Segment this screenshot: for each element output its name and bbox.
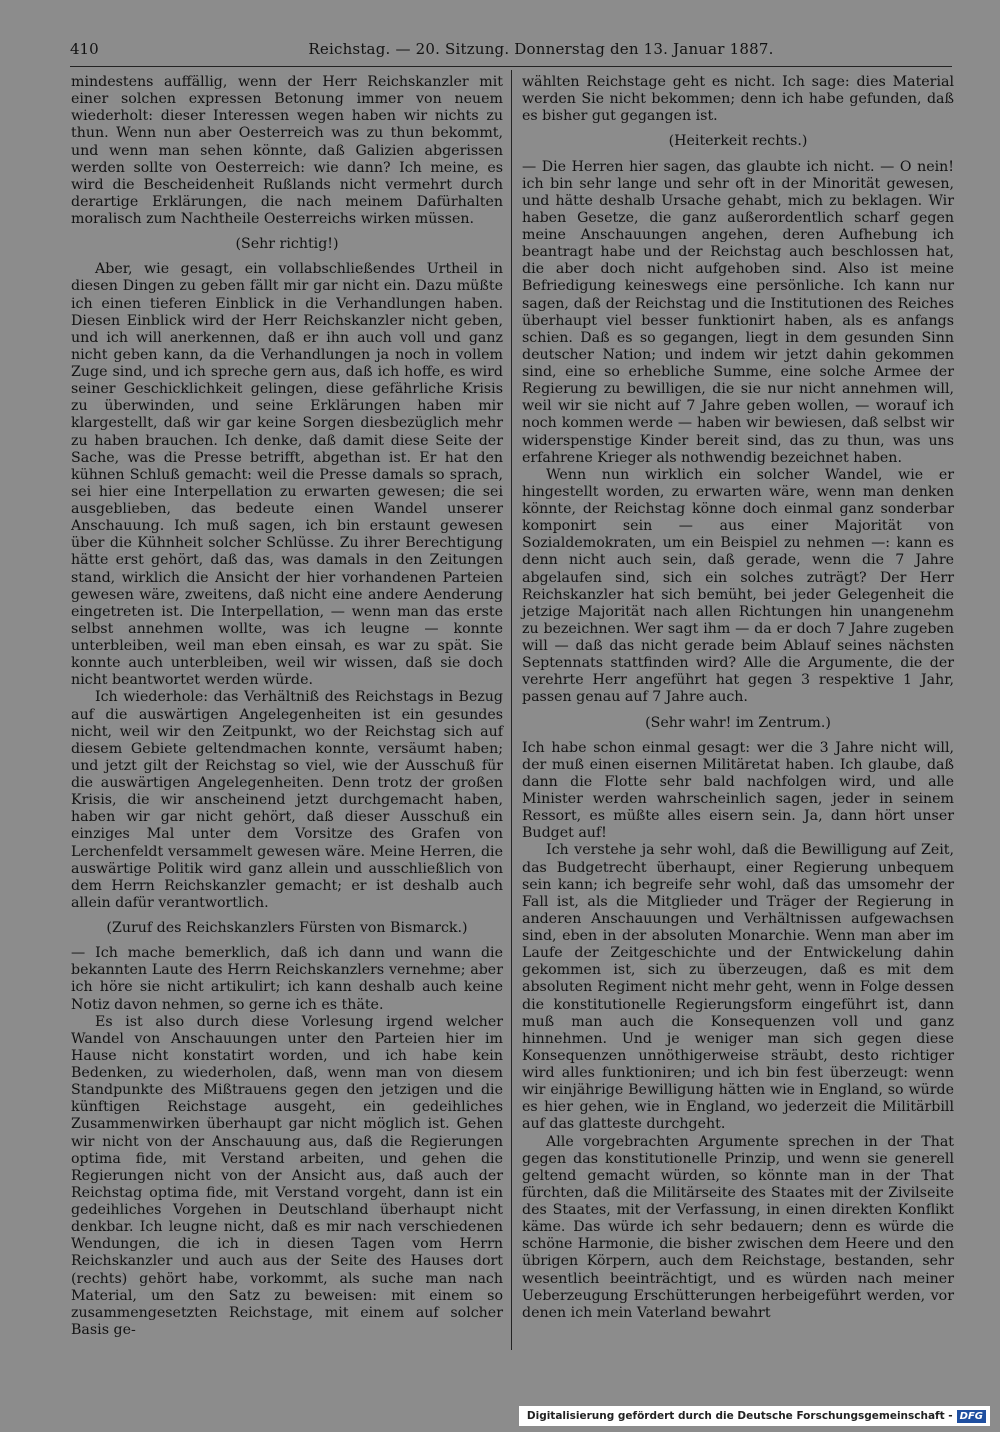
- interjection: (Sehr richtig!): [235, 236, 339, 253]
- paragraph: mindestens auffällig, wenn der Herr Reichskanzler mit einer solchen expressen Betonung immer von neuem wiederholt: dieser Interessen wegen haben wir nichts zu thun. Wenn nun aber Oesterreich was zu thun bekommt, und wenn man sehen könnte, daß Galizien abgerissen werden sollte von Oesterreich: wie dann? Ich meine, es wird die Bescheidenheit Rußlands nicht vermehrt durch derartige Erklärungen, die nach meinem Dafürhalten moralisch zum Nachtheile Oesterreichs wirken müssen.: [71, 74, 503, 227]
- paragraph: — Ich mache bemerklich, daß ich dann und wann die bekannten Laute des Herrn Reichskanzlers vernehme; aber ich höre sie nicht artikulirt; ich kann deshalb auch keine Notiz davon nehmen, so gerne ich es thäte.: [71, 945, 503, 1013]
- interjection: (Sehr wahr! im Zentrum.): [645, 714, 831, 731]
- paragraph: — Die Herren hier sagen, das glaubte ich nicht. — O nein! ich bin sehr lange und sehr oft in der Minorität gewesen, und hätte deshalb Ursache gehabt, mich zu beklagen. Wir haben Gesetze, die ganz außerordentlich scharf gegen meine Anschauungen angehen, deren Aufhebung ich beantragt habe und der Reichstag auch beschlossen hat, die aber doch nicht aufgehoben sind. Also ist meine Befriedigung keineswegs eine persönliche. Ich kann nur sagen, daß der Reichstag und die Institutionen des Reiches überhaupt viel besser funktionirt haben, als es anfangs schien. Daß es so gegangen, liegt in dem gesunden Sinn deutscher Nation; und indem wir jetzt dahin gekommen sind, eine so erhebliche Summe, eine solche Armee der Regierung zu bewilligen, die sie nur nicht annehmen will, weil wir sie nicht auf 7 Jahre geben wollen, — worauf ich noch kommen werde — haben wir bewiesen, daß selbst wir widerspenstige Kinder bereit sind, das zu thun, was uns erfahrene Krieger als nothwendig bezeichnet haben.: [522, 158, 954, 466]
- dfg-footer: [519, 1406, 990, 1426]
- paragraph: Alle vorgebrachten Argumente sprechen in der That gegen das konstitutionelle Prinzip, und wenn sie generell geltend gemacht würden, so könnte man in der That fürchten, daß die Militärseite des Staates mit der Zivilseite des Staates, mit der Verfassung, in einen direkten Konflikt käme. Das würde ich sehr bedauern; denn es würde die schöne Harmonie, die bisher zwischen dem Heere und den übrigen Körpern, auch dem Reichstage, bestanden, sehr wesentlich beeinträchtigt, und es würden nach meiner Ueberzeugung Erschütterungen herbeigeführt werden, vor denen ich mein Vaterland bewahrt: [522, 1133, 954, 1321]
- dfg-logo: DFG: [957, 1410, 986, 1423]
- left-column: [71, 74, 503, 1339]
- page-number: 410: [70, 40, 99, 58]
- paragraph: Wenn nun wirklich ein solcher Wandel, wie er hingestellt worden, zu erwarten wäre, wenn man denken könnte, der Reichstag könne doch einmal ganz sonderbar komponirt sein — aus einer Majorität von Sozialdemokraten, um ein Beispiel zu nehmen —: kann es denn nicht auch sein, daß gerade, wenn die 7 Jahre abgelaufen sind, sich ein solches zuträgt? Der Herr Reichskanzler hat sich bemüht, bei jeder Gelegenheit die jetzige Majorität nach allen Richtungen hin unangenehm zu bezeichnen. Wer sagt ihm — da er doch 7 Jahre zugeben will — daß das nicht gerade beim Ablauf seines nächsten Septennats stattfinden wird? Alle die Argumente, die der verehrte Herr angeführt hat gegen 3 respektive 1 Jahr, passen genau auf 7 Jahre auch.: [522, 466, 954, 706]
- interjection: (Zuruf des Reichskanzlers Fürsten von Bismarck.): [106, 920, 468, 936]
- paragraph: Ich habe schon einmal gesagt: wer die 3 Jahre nicht will, der muß einen eisernen Militäretat haben. Ich glaube, daß dann die Flotte sehr bald nachfolgen wird, und alle Minister werden wahrscheinlich sagen, jeder in seinem Ressort, es müßte alles eisern sein. Ja, dann hört unser Budget auf!: [522, 739, 954, 842]
- paragraph: Aber, wie gesagt, ein vollabschließendes Urtheil in diesen Dingen zu geben fällt mir gar nicht ein. Dazu müßte ich einen tieferen Einblick in die Verhandlungen haben. Diesen Einblick wird der Herr Reichskanzler nicht geben, und ich will anerkennen, daß er ihn auch voll und ganz nicht geben kann, da die Verhandlungen ja noch in vollem Zuge sind, und ich spreche gern aus, daß ich hoffe, es wird seiner Geschicklichkeit gelingen, diese gefährliche Krisis zu überwinden, und seine Erklärungen haben mir klargestellt, daß wir gar keine Sorgen diesbezüglich mehr zu haben brauchen. Ich denke, daß damit diese Seite der Sache, was die Presse betrifft, abgethan ist. Er hat den kühnen Schluß gemacht: weil die Presse damals so sprach, sei hier eine Interpellation zu erwarten gewesen; die sei ausgeblieben, das bedeute einen Wandel unserer Anschauung. Ich muß sagen, ich bin erstaunt gewesen über die Kühnheit solcher Schlüsse. Zu ihrer Berechtigung hätte erst gehört, daß das, was damals in den Zeitungen stand, wirklich die Ansicht der hier vorhandenen Parteien gewesen wäre, zweitens, daß nicht eine andere Aenderung eingetreten ist. Die Interpellation, — wenn man das erste selbst annehmen wollte, was ich leugne — konnte unterbleiben, weil man eben einsah, es war zu spät. Sie konnte auch unterbleiben, weil wir wissen, daß sie doch nicht beantwortet werden würde.: [71, 261, 503, 689]
- footer-text: Digitalisierung gefördert durch die Deutsche Forschungsgemeinschaft -: [526, 1410, 953, 1422]
- paragraph: Es ist also durch diese Vorlesung irgend welcher Wandel von Anschauungen unter den Parteien hier im Hause nicht konstatirt worden, und ich habe kein Bedenken, zu wiederholen, daß, wenn man von diesem Standpunkte des Mißtrauens gegen den jetzigen und die künftigen Reichstage ausgeht, ein gedeihliches Zusammenwirken überhaupt gar nicht möglich ist. Gehen wir nicht von der Anschauung aus, daß die Regierungen optima fide, mit Verstand arbeiten, und gehen die Regierungen nicht von der Ansicht aus, daß auch der Reichstag optima fide, mit Verstand vorgeht, dann ist ein gedeihliches Vorgehen in Deutschland überhaupt nicht denkbar. Ich leugne nicht, daß es mir nach verschiedenen Wendungen, die ich in diesen Tagen vom Herrn Reichskanzler und auch aus der Seite des Hauses dort (rechts) gehört habe, vorkommt, als suche man nach Material, um den Satz zu beweisen: mit einem so zusammengesetzten Reichstage, mit einem auf solcher Basis ge-: [71, 1013, 503, 1338]
- running-head-title: Reichstag. — 20. Sitzung. Donnerstag den 13. Januar 1887.: [308, 40, 774, 58]
- paragraph: Ich verstehe ja sehr wohl, daß die Bewilligung auf Zeit, das Budgetrecht überhaupt, einer Regierung unbequem sein kann; ich begreife sehr wohl, daß das umsomehr der Fall ist, als die Mitglieder und Träger der Regierung in anderen Anschauungen und Verhältnissen aufgewachsen sind, eben in der absoluten Monarchie. Wenn man aber im Laufe der Zeitgeschichte und der Entwickelung dahin gekommen ist, sich zu überzeugen, daß es mit dem absoluten Regiment nicht mehr geht, wenn in Folge dessen die konstitutionelle Regierungsform eingeführt ist, dann muß man auch die Konsequenzen voll und ganz hinnehmen. Und je weniger man sich gegen diese Konsequenzen unnöthigerweise sträubt, desto richtiger wird alles funktioniren; und ich bin fest überzeugt: wenn wir einjährige Bewilligung hätten wie in England, so würde es hier gehen, wie in England, wo jederzeit die Militärbill auf das glatteste durchgeht.: [522, 842, 954, 1133]
- paragraph: wählten Reichstage geht es nicht. Ich sage: dies Material werden Sie nicht bekommen; denn ich habe gefunden, daß es bisher gut gegangen ist.: [522, 74, 954, 125]
- header-rule: [70, 66, 952, 67]
- interjection: (Heiterkeit rechts.): [668, 133, 808, 150]
- paragraph: Ich wiederhole: das Verhältniß des Reichstags in Bezug auf die auswärtigen Angelegenheiten ist ein gesundes nicht, weil wir den Zeitpunkt, wo der Reichstag sich auf diesem Gebiete geltendmachen konnte, versäumt haben; und jetzt gilt der Reichstag so viel, wie der Ausschuß für die auswärtigen Angelegenheiten. Denn trotz der großen Krisis, die wir anscheinend jetzt durchgemacht haben, haben wir gar nicht gehört, daß dieser Ausschuß ein einziges Mal unter dem Vorsitze des Grafen von Lerchenfeldt versammelt gewesen wäre. Meine Herren, die auswärtige Politik wird ganz allein und ausschließlich von dem Herrn Reichskanzler gemacht; er ist deshalb auch allein dafür verantwortlich.: [71, 689, 503, 911]
- right-column: [522, 74, 954, 1322]
- column-divider: [511, 70, 512, 1350]
- running-header: [70, 40, 952, 64]
